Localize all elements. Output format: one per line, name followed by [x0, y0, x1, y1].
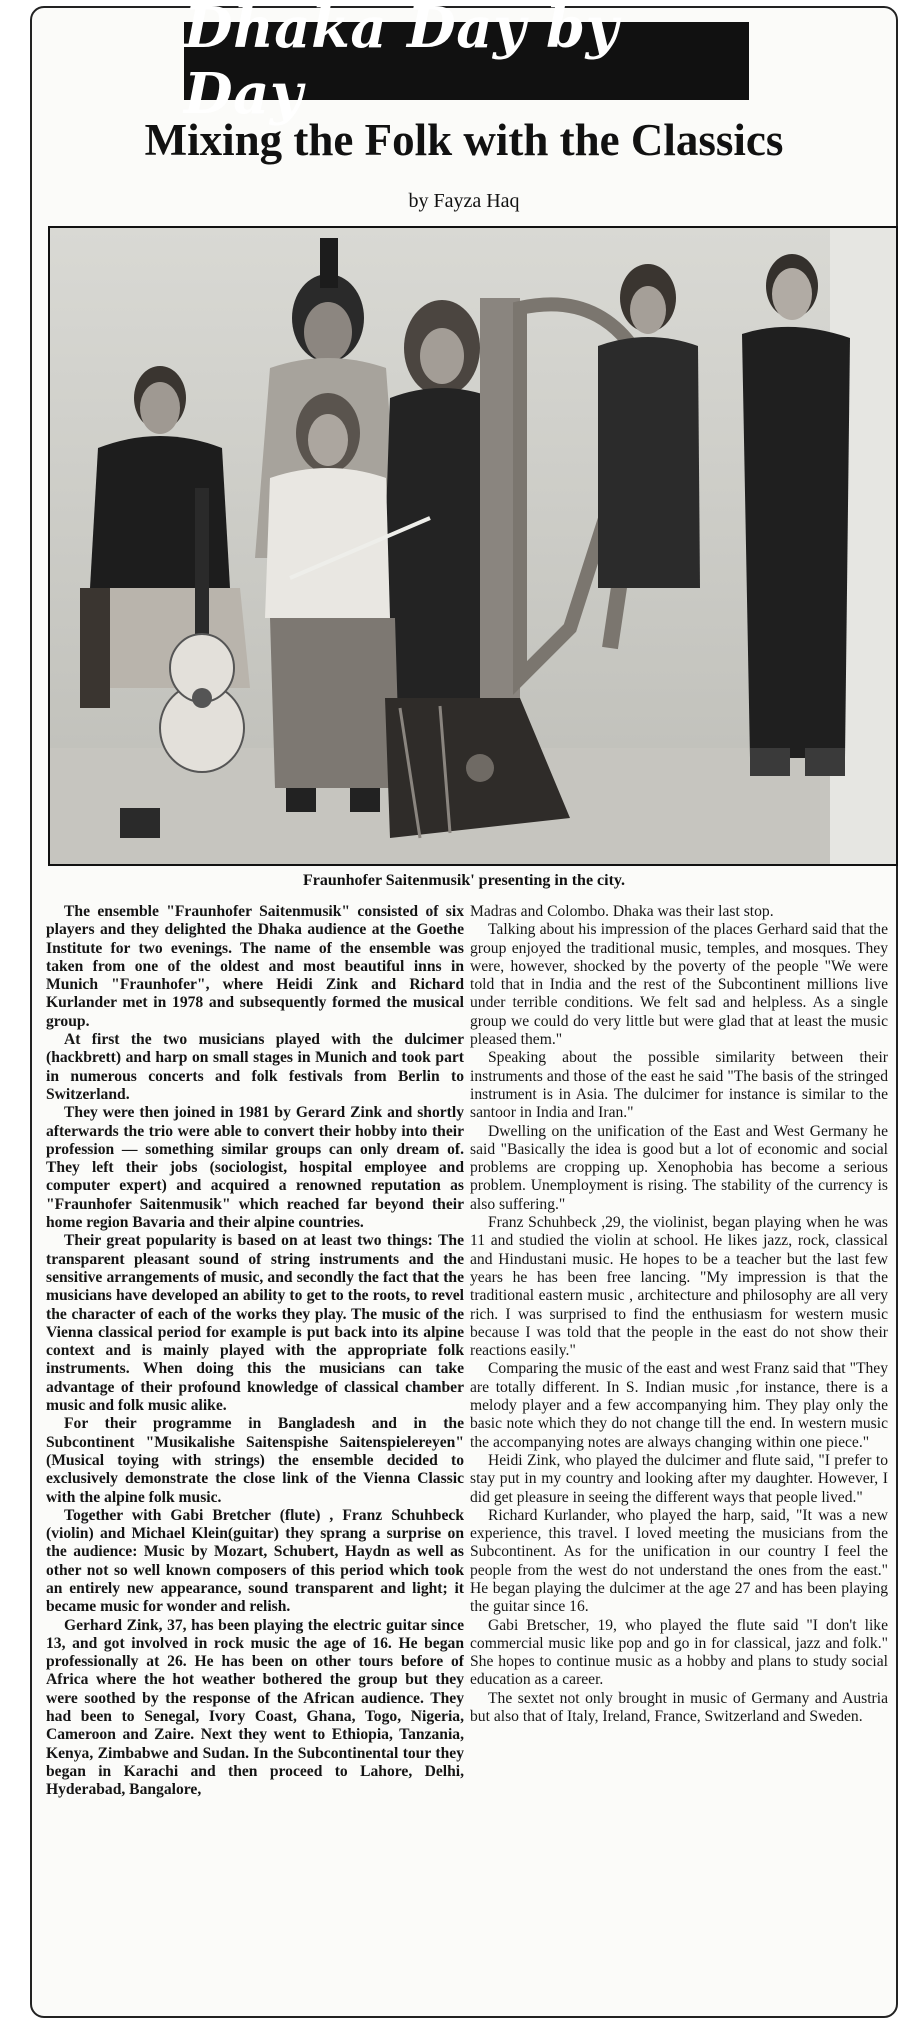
paragraph: For their programme in Bangladesh and in the Subcontinent "Musikalishe Saitenspishe Saitenspielereyen" (Musical toying with strings) the ensemble decided to exclusively demonstrate the close link of the Vienna Classic with the alpine folk music.: [46, 1415, 464, 1506]
paragraph: Their great popularity is based on at least two things: The transparent pleasant sound of string instruments and the sensitive arrangements of music, and secondly the fact that the musicians have developed an ability to get to the roots, to revel the character of each of the works they play. The music of the Vienna classical period for example is put back into its alpine context and is mainly played with the appropriate folk instruments. When doing this the musicians can take advantage of their profound knowledge of classical chamber music and folk music alike.: [46, 1232, 464, 1415]
photo-caption: Fraunhofer Saitenmusik' presenting in the city.: [302, 872, 626, 889]
paragraph: Franz Schuhbeck ,29, the violinist, began playing when he was 11 and studied the violin at school. He likes jazz, rock, classical and Hindustani music. He hopes to be a teacher but the last few years he has been free lancing. "My impression is that the traditional eastern music , architecture and philosophy are all very rich. I was surprised to find the enthusiasm for western music because I was told that the people in the east do not show their reactions easily.": [470, 1214, 888, 1360]
paragraph: Heidi Zink, who played the dulcimer and flute said, "I prefer to stay put in my country and looking after my daughter. However, I did get pleasure in seeing the different ways that people lived.": [470, 1451, 888, 1506]
paragraph: Gabi Bretscher, 19, who played the flute said "I don't like commercial music like pop and go in for classical, jazz and folk." She hopes to continue music as a hobby and plans to study social education as a career.: [470, 1616, 888, 1689]
paragraph: Dwelling on the unification of the East and West Germany he said "Basically the idea is good but a lot of economic and social problems are cropping up. Xenophobia has become a serious problem. Unemployment is rising. The stability of the currency is also suffering.": [470, 1122, 888, 1213]
article-headline: Mixing the Folk with the Classics: [144, 115, 784, 165]
paragraph: Talking about his impression of the places Gerhard said that the group enjoyed the traditional music, temples, and mosques. They were, however, shocked by the poverty of the people "We were told that in India and the rest of the Subcontinent millions live under terrible conditions. We felt sad and helpless. As a single group we could do very little but were glad that at least the music pleased them.": [470, 921, 888, 1049]
paragraph: Together with Gabi Bretcher (flute) , Franz Schuhbeck (violin) and Michael Klein(guitar) they sprang a surprise on the audience: Music by Mozart, Schubert, Haydn as well as other not so well known composers of this period which took an entirely new appearance, sound transparent and light; it became music for wonder and relish.: [46, 1506, 464, 1616]
article-column-left: [46, 903, 464, 2015]
article-column-right: [470, 903, 888, 2015]
article-byline: by Fayza Haq: [408, 190, 520, 212]
paragraph: The sextet not only brought in music of Germany and Austria but also that of Italy, Ireland, France, Switzerland and Sweden.: [470, 1689, 888, 1726]
paragraph: Richard Kurlander, who played the harp, said, "It was a new experience, this travel. I loved meeting the musicians from the Subcontinent. As for the unification in our country I feel the people from the west do not understand the ones from the east." He began playing the dulcimer at the age 27 and has been playing the guitar since 16.: [470, 1506, 888, 1616]
paragraph: Speaking about the possible similarity between their instruments and those of the east he said "The basis of the stringed instrument is in Asia. The dulcimer for instance is similar to the santoor in India and Iran.": [470, 1049, 888, 1122]
ensemble-photo: [48, 226, 898, 866]
newspaper-clipping: [30, 0, 898, 2018]
ensemble-photo-illustration: [50, 228, 896, 864]
section-banner: Dhaka Day by Day: [184, 22, 749, 100]
paragraph: They were then joined in 1981 by Gerard Zink and shortly afterwards the trio were able to convert their hobby into their profession — something similar groups can only dream of. They left their jobs (sociologist, hospital employee and computer expert) and acquired a renowned reputation as "Fraunhofer Saitenmusik" which reached far beyond their home region Bavaria and their alpine countries.: [46, 1104, 464, 1232]
paragraph: Comparing the music of the east and west Franz said that "They are totally different. In S. Indian music ,for instance, there is a melody player and a few accompanying him. They play only the basic note which they do not change till the end. In western music the accompanying notes are always changing within one piece.": [470, 1360, 888, 1451]
paragraph: At first the two musicians played with the dulcimer (hackbrett) and harp on small stages in Munich and took part in numerous concerts and folk festivals from Berlin to Switzerland.: [46, 1031, 464, 1103]
paragraph: Gerhard Zink, 37, has been playing the electric guitar since 13, and got involved in rock music the age of 16. He began professionally at 26. He has been on other tours before of Africa where the hot weather bothered the group but they were soothed by the response of the African audience. They had been to Senegal, Ivory Coast, Ghana, Togo, Nigeria, Cameroon and Zaire. Next they went to Ethiopia, Tanzania, Kenya, Zimbabwe and Sudan. In the Subcontinental tour they began in Karachi and then proceed to Lahore, Delhi, Hyderabad, Bangalore,: [46, 1616, 464, 1799]
paragraph: Madras and Colombo. Dhaka was their last stop.: [470, 903, 774, 920]
paragraph: The ensemble "Fraunhofer Saitenmusik" consisted of six players and they delighted the Dhaka audience at the Goethe Institute for two evenings. The name of the ensemble was taken from one of the oldest and most beautiful inns in Munich "Fraunhofer", where Heidi Zink and Richard Kurlander met in 1978 and subsequently formed the musical group.: [46, 903, 464, 1030]
